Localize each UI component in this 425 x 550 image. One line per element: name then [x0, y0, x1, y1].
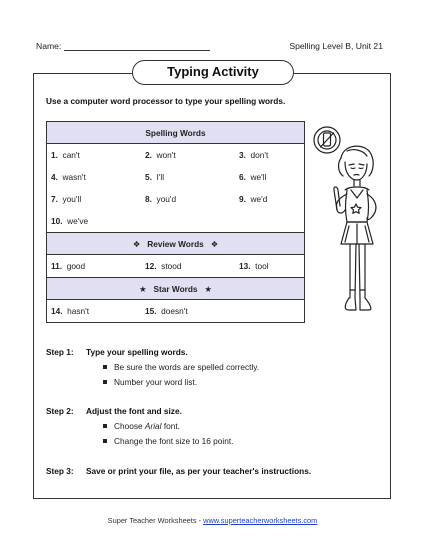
list-item: Choose Arial font. [103, 421, 233, 431]
word-cell: 8. you'd [145, 194, 177, 204]
unit-label: Spelling Level B, Unit 21 [289, 41, 383, 51]
review-header-row [47, 233, 305, 255]
star-icon: ★ [139, 283, 147, 294]
step-2 [46, 406, 233, 446]
word-cell: 13. tool [235, 255, 305, 278]
step-heading: Step 2: Adjust the font and size. [46, 406, 182, 416]
word-cell: 7. you'll [47, 188, 142, 210]
name-blank-line[interactable] [64, 50, 210, 51]
girl-illustration [307, 120, 387, 342]
empty-cell [141, 210, 235, 233]
word-cell: 14. hasn't [47, 300, 142, 323]
footer-link[interactable]: www.superteacherworksheets.com [203, 516, 318, 525]
diamond-icon: ❖ [132, 238, 141, 249]
word-cell: 5. I'll [145, 172, 165, 182]
name-label: Name: [36, 41, 62, 51]
table-row [47, 210, 305, 233]
empty-cell [235, 300, 305, 323]
spelling-heading: Spelling Words [47, 122, 305, 144]
word-cell: 10. we've [47, 210, 142, 233]
list-item: Number your word list. [103, 377, 259, 387]
table-row [47, 166, 305, 188]
list-item: Be sure the words are spelled correctly. [103, 362, 259, 372]
spelling-header-row [47, 122, 305, 144]
bullet-icon [103, 380, 107, 384]
list-item: Change the font size to 16 point. [103, 436, 233, 446]
step-3 [46, 466, 311, 476]
step-heading: Step 3: Save or print your file, as per your teacher's instructions. [46, 466, 312, 476]
footer: Super Teacher Worksheets - www.superteacherworksheets.com [107, 516, 318, 525]
table-row [47, 188, 305, 210]
intro-text: Use a computer word processor to type your spelling words. [46, 96, 286, 106]
star-heading: ★ Star Words ★ [47, 278, 305, 300]
word-cell: 3. don't [235, 144, 305, 167]
word-cell: 1. can't [47, 144, 142, 167]
table-row [47, 300, 305, 323]
bullet-icon [103, 365, 107, 369]
name-field [36, 41, 210, 51]
word-cell: 15. doesn't [141, 300, 235, 323]
word-table [46, 121, 305, 323]
bullet-icon [103, 424, 107, 428]
page-title: Typing Activity [132, 60, 294, 85]
word-cell: 2. won't [145, 150, 176, 160]
word-cell: 9. we'd [235, 188, 305, 210]
step-1 [46, 347, 259, 387]
star-icon: ★ [204, 283, 212, 294]
table-row [47, 144, 305, 167]
word-cell: 6. we'll [235, 166, 305, 188]
word-cell: 4. wasn't [47, 166, 142, 188]
review-heading: ❖ Review Words ❖ [47, 233, 305, 255]
star-header-row [47, 278, 305, 300]
table-row [47, 255, 305, 278]
diamond-icon: ❖ [210, 238, 219, 249]
word-cell: 11. good [47, 255, 142, 278]
word-cell: 12. stood [145, 261, 182, 271]
bullet-icon [103, 439, 107, 443]
step-heading: Step 1: Type your spelling words. [46, 347, 188, 357]
empty-cell [235, 210, 305, 233]
